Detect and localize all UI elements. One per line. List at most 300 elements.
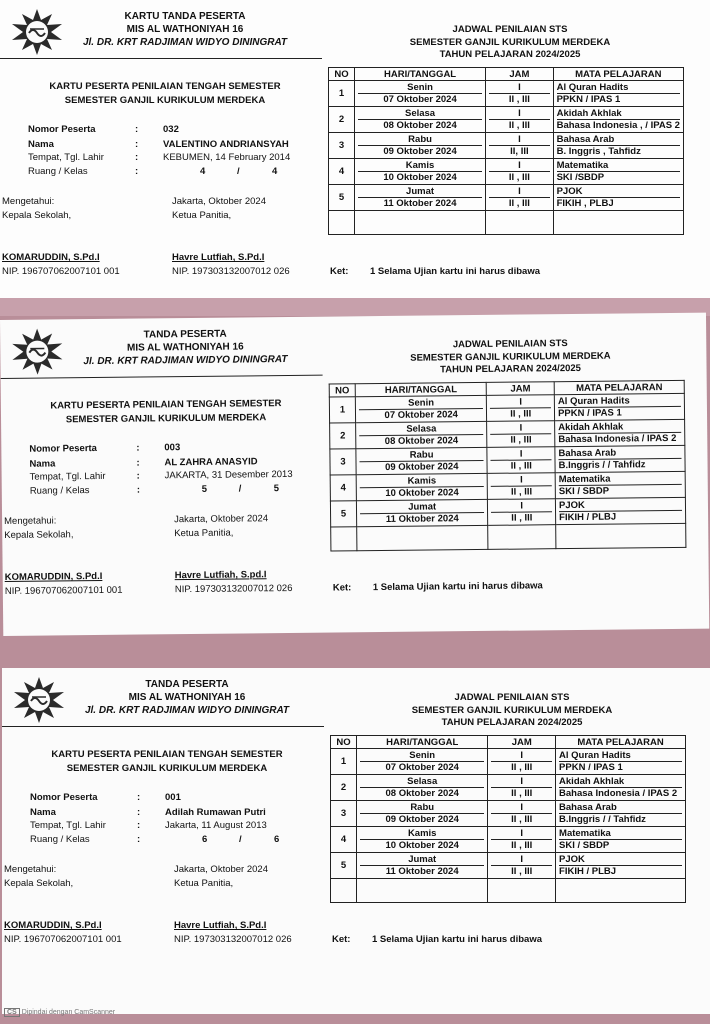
label-ttl: Tempat, Tgl. Lahir — [29, 470, 106, 483]
row-no: 2 — [330, 423, 356, 449]
row-jam-1: I — [491, 448, 552, 461]
label-nama: Nama — [29, 458, 56, 470]
row-no: 4 — [331, 827, 357, 853]
row-day: Senin — [358, 82, 482, 94]
row-date: 08 Oktober 2024 — [383, 119, 457, 131]
row-jam-1: I — [491, 854, 552, 866]
row-mata-pelajaran — [553, 133, 683, 159]
ket-label: Ket: — [332, 934, 351, 945]
row-no: 1 — [329, 397, 355, 423]
kepala-sekolah-nip: NIP. 196707062007101 001 — [4, 584, 123, 597]
row-mata-pelajaran — [553, 107, 683, 133]
label-nama: Nama — [28, 139, 54, 150]
row-date: 11 Oktober 2024 — [383, 197, 457, 209]
empty-cell — [357, 525, 489, 550]
ketua-panitia-label: Ketua Panitia, — [174, 527, 234, 540]
row-mata-pelajaran — [556, 775, 686, 801]
schedule-empty-row — [331, 879, 686, 903]
label-nomor: Nomor Peserta — [30, 792, 98, 803]
colon: : — [137, 792, 141, 803]
row-subject-1: PJOK — [559, 498, 682, 511]
schedule-row — [330, 471, 685, 501]
empty-cell — [488, 525, 556, 550]
row-jam-1: I — [491, 750, 552, 762]
row-subject-2: PPKN / IPAS 1 — [557, 406, 622, 419]
row-jam-1: I — [491, 828, 552, 840]
col-no: NO — [331, 736, 357, 749]
school-name: MIS AL WATHONIYAH 16 — [126, 24, 244, 35]
row-hari-tanggal — [356, 473, 488, 500]
row-subject-1: Bahasa Arab — [558, 446, 681, 459]
row-day: Jumat — [360, 854, 484, 866]
row-hari-tanggal — [356, 827, 487, 853]
card-title-line-1: KARTU PESERTA PENILAIAN TENGAH SEMESTER — [49, 81, 281, 92]
row-no: 1 — [331, 749, 357, 775]
row-jam — [488, 775, 556, 801]
school-name: MIS AL WATHONIYAH 16 — [128, 692, 246, 703]
row-jam — [487, 447, 555, 474]
schedule-row — [331, 853, 686, 879]
row-day: Selasa — [359, 422, 484, 435]
row-subject-2: FIKIH / PLBJ — [559, 865, 617, 877]
ruang-value: 5 — [201, 483, 208, 495]
row-no: 1 — [329, 81, 355, 107]
row-jam-2: II , III — [510, 433, 532, 446]
row-jam-2: II , III — [510, 407, 532, 420]
card-2 — [0, 313, 709, 636]
row-mata-pelajaran — [556, 801, 686, 827]
row-jam-2: II , III — [511, 813, 533, 825]
row-jam — [488, 853, 556, 879]
row-mata-pelajaran — [556, 853, 686, 879]
row-jam-2: II , III — [511, 865, 533, 877]
schedule-row — [331, 749, 686, 775]
colon: : — [137, 820, 141, 831]
row-jam-2: II, III — [510, 145, 529, 157]
row-subject-1: Akidah Akhlak — [558, 420, 681, 433]
ketua-panitia-nip: NIP. 197303132007012 026 — [174, 582, 293, 596]
ruang-kelas-slash: / — [239, 834, 242, 845]
empty-cell — [486, 211, 553, 235]
row-mata-pelajaran — [556, 827, 686, 853]
label-ruang: Ruang / Kelas — [29, 485, 90, 497]
colon: : — [136, 457, 140, 469]
row-jam-2: II , III — [508, 119, 530, 131]
schedule-title — [360, 24, 660, 62]
schedule-table — [328, 67, 684, 235]
col-no: NO — [329, 68, 355, 81]
row-subject-1: PJOK — [559, 854, 682, 866]
row-date: 07 Oktober 2024 — [383, 93, 457, 105]
row-mata-pelajaran — [555, 419, 685, 446]
schedule-header-row — [329, 68, 684, 81]
row-mata-pelajaran — [553, 81, 683, 107]
empty-cell — [331, 879, 357, 903]
nomor-peserta-value: 032 — [163, 124, 179, 135]
col-hari-tanggal: HARI/TANGGAL — [356, 736, 487, 749]
ttl-value: JAKARTA, 31 Desember 2013 — [164, 468, 293, 482]
row-jam-1: I — [491, 422, 552, 435]
colon: : — [135, 152, 139, 163]
row-jam — [486, 107, 553, 133]
row-day: Rabu — [358, 134, 482, 146]
schedule-row — [329, 81, 684, 107]
nama-value: AL ZAHRA ANASYID — [164, 456, 258, 469]
schedule-title-line-3: TAHUN PELAJARAN 2024/2025 — [439, 49, 581, 60]
participant-fields — [2, 788, 324, 858]
schedule-header-row — [331, 736, 686, 749]
card-title-line-2: SEMESTER GANJIL KURIKULUM MERDEKA — [65, 412, 267, 426]
schedule-row — [331, 775, 686, 801]
school-header — [70, 327, 300, 368]
row-jam-2: II , III — [510, 485, 533, 498]
row-jam-2: II , III — [508, 93, 530, 105]
header-rule — [2, 726, 324, 727]
row-day: Senin — [360, 750, 484, 762]
schedule-empty-row — [331, 523, 686, 551]
ketua-panitia-nip: NIP. 197303132007012 026 — [172, 266, 290, 277]
schedule-title-line-1: JADWAL PENILAIAN STS — [454, 692, 570, 703]
row-date: 11 Oktober 2024 — [385, 865, 459, 877]
ruang-value: 4 — [200, 166, 206, 177]
row-subject-2: SKI / SBDP — [559, 839, 610, 851]
school-logo-icon — [6, 327, 68, 376]
col-mata-pelajaran: MATA PELAJARAN — [553, 68, 683, 81]
schedule-row — [329, 393, 684, 423]
card-title-line-1: KARTU PESERTA PENILAIAN TENGAH SEMESTER — [51, 749, 283, 760]
empty-cell — [556, 523, 686, 548]
kepala-sekolah-nip: NIP. 196707062007101 001 — [4, 934, 122, 945]
schedule-title-line-2: SEMESTER GANJIL KURIKULUM MERDEKA — [410, 350, 611, 364]
row-subject-2: Bahasa Indonesia / IPAS 2 — [559, 787, 678, 799]
row-jam-1: I — [489, 82, 549, 94]
row-subject-2: B. Inggris , Tahfidz — [556, 145, 641, 157]
scanner-text: Dipindai dengan CamScanner — [21, 1009, 116, 1016]
empty-cell — [331, 527, 357, 551]
colon: : — [136, 470, 140, 482]
row-date: 09 Oktober 2024 — [383, 145, 457, 157]
col-mata-pelajaran: MATA PELAJARAN — [554, 380, 684, 394]
kepala-sekolah-label: Kepala Sekolah, — [4, 529, 74, 541]
row-date: 11 Oktober 2024 — [385, 512, 459, 525]
row-day: Kamis — [360, 474, 485, 487]
colon: : — [136, 442, 140, 454]
col-no: NO — [329, 384, 355, 397]
row-day: Rabu — [359, 448, 484, 461]
row-no: 3 — [330, 449, 356, 475]
row-no: 2 — [329, 107, 355, 133]
row-subject-1: Matematika — [559, 472, 682, 485]
schedule-row — [330, 497, 685, 527]
nama-value: Adilah Rumawan Putri — [165, 807, 266, 818]
card-title-line-1: KARTU PESERTA PENILAIAN TENGAH SEMESTER — [50, 398, 282, 412]
schedule-row — [330, 419, 685, 449]
row-subject-2: Bahasa Indonesia / IPAS 2 — [558, 432, 677, 445]
row-hari-tanggal — [354, 185, 485, 211]
camscanner-icon: CS — [4, 1008, 20, 1017]
row-date: 09 Oktober 2024 — [384, 460, 459, 473]
row-day: Jumat — [360, 500, 485, 513]
schedule-table — [329, 380, 687, 552]
mengetahui-label: Mengetahui: — [4, 515, 57, 527]
school-address: Jl. DR. KRT RADJIMAN WIDYO DININGRAT — [82, 37, 288, 48]
col-hari-tanggal: HARI/TANGGAL — [354, 68, 485, 81]
header-rule — [0, 58, 322, 59]
label-nama: Nama — [30, 807, 56, 818]
row-jam — [488, 827, 556, 853]
ket-label: Ket: — [332, 582, 352, 594]
row-jam-2: II , III — [510, 459, 532, 472]
label-ruang: Ruang / Kelas — [28, 166, 88, 177]
row-jam-1: I — [489, 160, 549, 172]
header-title: TANDA PESERTA — [143, 328, 227, 341]
colon: : — [137, 807, 141, 818]
row-day: Selasa — [358, 108, 482, 120]
header-title: KARTU TANDA PESERTA — [124, 11, 246, 22]
kepala-sekolah-name: KOMARUDDIN, S.Pd.I — [4, 920, 102, 931]
schedule-table — [330, 735, 686, 903]
school-logo-icon — [8, 676, 70, 724]
nomor-peserta-value: 003 — [164, 442, 181, 454]
row-jam — [488, 499, 556, 526]
row-mata-pelajaran — [555, 497, 685, 524]
row-jam — [486, 185, 553, 211]
row-subject-1: Akidah Akhlak — [559, 776, 682, 788]
school-address: Jl. DR. KRT RADJIMAN WIDYO DININGRAT — [83, 353, 288, 368]
row-date: 07 Oktober 2024 — [384, 408, 458, 421]
schedule-row — [329, 107, 684, 133]
colon: : — [136, 484, 141, 496]
nama-value: VALENTINO ANDRIANSYAH — [163, 139, 289, 150]
empty-cell — [488, 879, 556, 903]
schedule-title-line-2: SEMESTER GANJIL KURIKULUM MERDEKA — [409, 36, 611, 48]
colon: : — [135, 166, 139, 177]
row-hari-tanggal — [356, 853, 487, 879]
row-jam-1: I — [489, 186, 549, 198]
schedule-title — [362, 692, 662, 730]
ketua-panitia-label: Ketua Panitia, — [172, 210, 232, 221]
ketua-panitia-nip: NIP. 197303132007012 026 — [174, 934, 292, 945]
colon: : — [135, 124, 139, 135]
row-subject-1: Al Quran Hadits — [559, 750, 682, 762]
row-date: 10 Oktober 2024 — [385, 486, 459, 499]
empty-cell — [354, 211, 485, 235]
empty-cell — [329, 211, 355, 235]
row-jam-1: I — [491, 802, 552, 814]
card-title — [21, 397, 311, 428]
ket-text: 1 Selama Ujian kartu ini harus dibawa — [370, 266, 541, 277]
row-date: 09 Oktober 2024 — [385, 813, 459, 825]
row-subject-1: Bahasa Arab — [559, 802, 682, 814]
empty-cell — [553, 211, 683, 235]
row-jam — [486, 159, 553, 185]
col-mata-pelajaran: MATA PELAJARAN — [556, 736, 686, 749]
row-hari-tanggal — [356, 421, 488, 448]
row-hari-tanggal — [356, 499, 488, 526]
row-jam-2: II , III — [511, 787, 533, 799]
label-ttl: Tempat, Tgl. Lahir — [28, 152, 104, 163]
row-mata-pelajaran — [556, 749, 686, 775]
schedule-row — [331, 801, 686, 827]
row-day: Kamis — [358, 160, 482, 172]
schedule-title-line-3: TAHUN PELAJARAN 2024/2025 — [440, 362, 581, 376]
school-name: MIS AL WATHONIYAH 16 — [126, 341, 244, 354]
empty-cell — [556, 879, 686, 903]
row-subject-2: B.Inggris / / Tahfidz — [558, 458, 646, 471]
school-logo-icon — [6, 8, 68, 56]
row-subject-2: SKI /SBDP — [556, 171, 605, 183]
row-no: 2 — [331, 775, 357, 801]
row-day: Senin — [359, 396, 484, 409]
kelas-value: 4 — [272, 166, 278, 177]
schedule-row — [329, 185, 684, 211]
ket-text: 1 Selama Ujian kartu ini harus dibawa — [372, 580, 543, 594]
schedule-row — [331, 827, 686, 853]
school-header — [72, 678, 302, 717]
card-title-line-2: SEMESTER GANJIL KURIKULUM MERDEKA — [64, 95, 266, 106]
row-mata-pelajaran — [555, 445, 685, 472]
row-mata-pelajaran — [554, 393, 684, 420]
row-date: 08 Oktober 2024 — [385, 787, 459, 799]
row-subject-1: Al Quran Hadits — [557, 82, 680, 94]
row-jam-2: II , III — [511, 761, 533, 773]
row-no: 4 — [330, 475, 356, 501]
col-hari-tanggal: HARI/TANGGAL — [355, 382, 487, 396]
mengetahui-label: Mengetahui: — [4, 864, 57, 875]
row-jam-2: II , III — [511, 839, 533, 851]
col-jam: JAM — [486, 68, 553, 81]
row-jam-2: II , III — [511, 511, 533, 524]
row-jam — [486, 81, 553, 107]
row-subject-2: FIKIH , PLBJ — [556, 197, 614, 209]
card-3 — [2, 668, 710, 1014]
row-jam-2: II , III — [508, 197, 530, 209]
schedule-title — [360, 337, 660, 378]
row-subject-1: Matematika — [557, 160, 680, 172]
kelas-value: 5 — [273, 483, 280, 495]
kepala-sekolah-nip: NIP. 196707062007101 001 — [2, 266, 120, 277]
ttl-value: Jakarta, 11 August 2013 — [165, 820, 267, 831]
colon: : — [135, 139, 139, 150]
row-mata-pelajaran — [555, 471, 685, 498]
schedule-title-line-3: TAHUN PELAJARAN 2024/2025 — [441, 717, 583, 728]
row-jam-1: I — [489, 108, 549, 120]
nomor-peserta-value: 001 — [165, 792, 181, 803]
kepala-sekolah-label: Kepala Sekolah, — [4, 878, 74, 889]
label-nomor: Nomor Peserta — [29, 442, 98, 455]
row-jam-1: I — [491, 500, 552, 513]
row-jam-1: I — [491, 474, 552, 487]
row-date: 10 Oktober 2024 — [383, 171, 457, 183]
row-date: 08 Oktober 2024 — [384, 434, 459, 447]
ttl-value: KEBUMEN, 14 February 2014 — [163, 152, 291, 163]
kepala-sekolah-label: Kepala Sekolah, — [2, 210, 72, 221]
card-title — [20, 80, 310, 108]
row-day: Jumat — [358, 186, 482, 198]
schedule-row — [329, 159, 684, 185]
col-jam: JAM — [488, 736, 556, 749]
card-title-line-2: SEMESTER GANJIL KURIKULUM MERDEKA — [66, 763, 268, 774]
ketua-panitia-name: Havre Lutfiah, S.Pd.I — [172, 252, 265, 263]
row-day: Selasa — [360, 776, 484, 788]
row-jam — [487, 421, 555, 448]
schedule-title-line-1: JADWAL PENILAIAN STS — [452, 24, 568, 35]
ruang-kelas-slash: / — [237, 166, 240, 177]
row-hari-tanggal — [356, 447, 488, 474]
ket-text: 1 Selama Ujian kartu ini harus dibawa — [372, 934, 543, 945]
label-ruang: Ruang / Kelas — [30, 834, 90, 845]
row-jam-1: I — [490, 396, 551, 409]
row-jam — [487, 395, 555, 422]
row-hari-tanggal — [356, 801, 487, 827]
row-jam — [486, 133, 553, 159]
ketua-panitia-name: Havre Lutfiah, S.pd.I — [174, 569, 267, 582]
row-no: 4 — [329, 159, 355, 185]
kepala-sekolah-name: KOMARUDDIN, S.Pd.I — [4, 570, 103, 583]
place-date: Jakarta, Oktober 2024 — [172, 196, 266, 207]
row-mata-pelajaran — [553, 159, 683, 185]
row-no: 3 — [331, 801, 357, 827]
participant-fields — [1, 437, 324, 510]
row-no: 3 — [329, 133, 355, 159]
row-jam-1: I — [491, 776, 552, 788]
row-subject-2: PPKN / IPAS 1 — [559, 761, 623, 773]
ketua-panitia-label: Ketua Panitia, — [174, 878, 234, 889]
col-jam: JAM — [487, 382, 555, 396]
row-day: Kamis — [360, 828, 484, 840]
row-jam — [488, 749, 556, 775]
kepala-sekolah-name: KOMARUDDIN, S.Pd.I — [2, 252, 100, 263]
row-hari-tanggal — [354, 81, 485, 107]
row-date: 10 Oktober 2024 — [385, 839, 459, 851]
row-hari-tanggal — [354, 159, 485, 185]
row-subject-2: Bahasa Indonesia , / IPAS 2 — [556, 119, 680, 131]
row-subject-1: Bahasa Arab — [557, 134, 680, 146]
row-hari-tanggal — [356, 749, 487, 775]
row-subject-2: FIKIH / PLBJ — [559, 511, 617, 523]
ruang-value: 6 — [202, 834, 208, 845]
place-date: Jakarta, Oktober 2024 — [174, 513, 269, 526]
scanner-watermark — [4, 1008, 115, 1017]
row-jam-2: II , III — [508, 171, 530, 183]
ketua-panitia-name: Havre Lutfiah, S.Pd.I — [174, 920, 267, 931]
row-jam — [488, 473, 556, 500]
row-mata-pelajaran — [553, 185, 683, 211]
ket-label: Ket: — [330, 266, 349, 277]
schedule-empty-row — [329, 211, 684, 235]
label-ttl: Tempat, Tgl. Lahir — [30, 820, 106, 831]
row-subject-1: Matematika — [559, 828, 682, 840]
row-no: 5 — [331, 853, 357, 879]
colon: : — [137, 834, 141, 845]
card-1 — [0, 0, 710, 298]
row-no: 5 — [330, 501, 356, 527]
row-subject-2: B.Inggris / / Tahfidz — [559, 813, 646, 825]
row-hari-tanggal — [354, 133, 485, 159]
row-hari-tanggal — [356, 775, 487, 801]
empty-cell — [356, 879, 487, 903]
row-hari-tanggal — [355, 395, 487, 422]
header-title: TANDA PESERTA — [145, 679, 229, 690]
mengetahui-label: Mengetahui: — [2, 196, 55, 207]
school-header — [70, 10, 300, 49]
card-title — [22, 748, 312, 776]
row-no: 5 — [329, 185, 355, 211]
row-subject-1: PJOK — [557, 186, 680, 198]
school-address: Jl. DR. KRT RADJIMAN WIDYO DININGRAT — [84, 705, 290, 716]
row-subject-2: SKI / SBDP — [558, 485, 610, 497]
schedule-title-line-1: JADWAL PENILAIAN STS — [452, 338, 568, 351]
